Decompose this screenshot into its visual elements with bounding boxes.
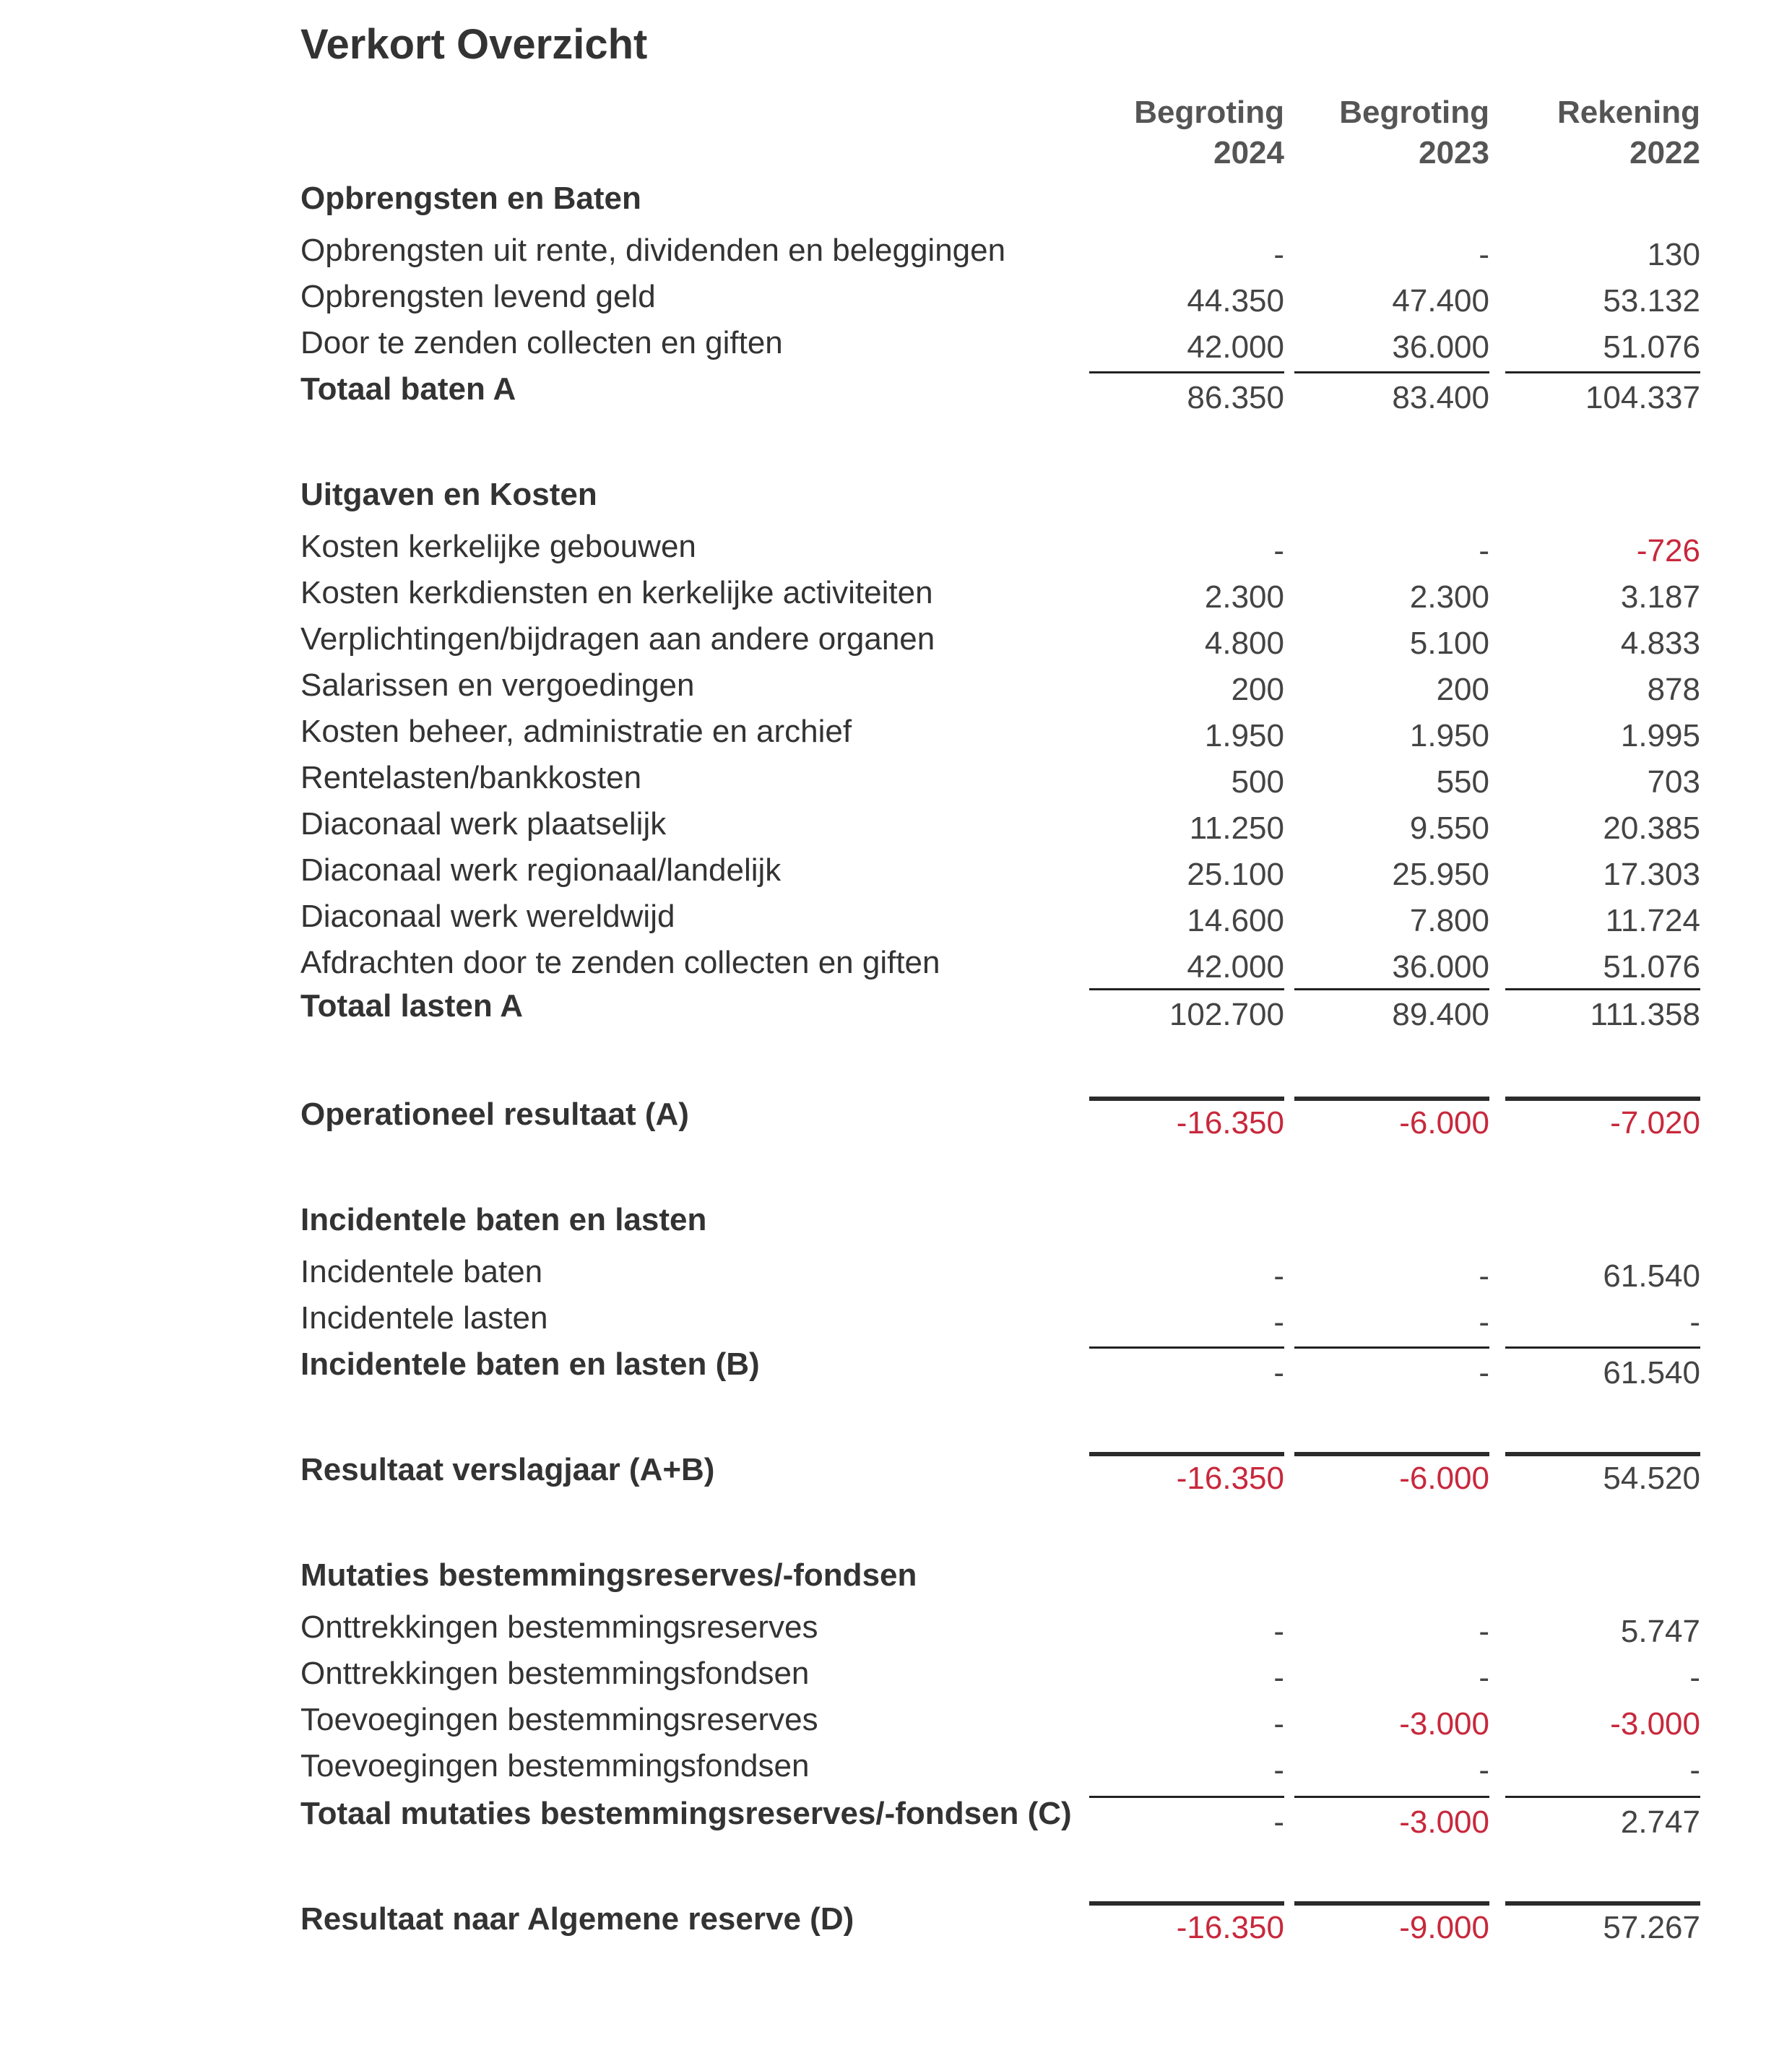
table-row-label: Rentelasten/bankkosten (300, 760, 642, 795)
total-rule (1505, 1796, 1700, 1798)
table-row-value: 200 (1231, 672, 1284, 707)
column-header-begroting-2024 (1089, 92, 1284, 173)
table-row-value: 42.000 (1187, 329, 1284, 365)
result-row-value: -6.000 (1399, 1461, 1489, 1496)
total-rule (1294, 371, 1489, 373)
table-row-value: 51.076 (1603, 329, 1700, 365)
column-header-line2: 2024 (1213, 135, 1284, 170)
table-row-value: - (1273, 1660, 1284, 1695)
total-row-value: - (1479, 1355, 1489, 1391)
table-row-value: - (1479, 533, 1489, 568)
result-row-value: -6.000 (1399, 1105, 1489, 1141)
table-row-value: 200 (1436, 672, 1489, 707)
table-row-value: -726 (1636, 533, 1700, 568)
result-row-value: -16.350 (1176, 1105, 1284, 1141)
table-row-value: 14.600 (1187, 903, 1284, 938)
total-row-value: 83.400 (1392, 380, 1489, 415)
table-row-value: 9.550 (1409, 810, 1489, 846)
total-rule (1505, 988, 1700, 990)
total-row-label: Totaal mutaties bestemmingsreserves/-fondsen (C) (300, 1796, 1072, 1831)
table-row-value: 878 (1647, 672, 1700, 707)
table-row-value: 42.000 (1187, 949, 1284, 985)
column-header-line1: Begroting (1134, 95, 1284, 130)
table-row-value: 11.250 (1189, 810, 1284, 846)
total-row-value: 61.540 (1603, 1355, 1700, 1391)
column-header-line1: Begroting (1339, 95, 1489, 130)
table-row-value: 550 (1436, 764, 1489, 800)
table-row-value: 20.385 (1603, 810, 1700, 846)
column-header-line2: 2023 (1419, 135, 1489, 170)
result-row-label: Resultaat verslagjaar (A+B) (300, 1452, 715, 1487)
table-row-label: Diaconaal werk wereldwijd (300, 899, 675, 934)
table-row-label: Onttrekkingen bestemmingsreserves (300, 1609, 818, 1645)
table-row-value: 44.350 (1187, 283, 1284, 319)
table-row-label: Kosten kerkelijke gebouwen (300, 529, 696, 564)
table-row-value: 11.724 (1605, 903, 1700, 938)
table-row-value: - (1689, 1660, 1700, 1695)
table-row-value: - (1273, 237, 1284, 272)
table-row-label: Onttrekkingen bestemmingsfondsen (300, 1656, 810, 1691)
table-row-value: 4.800 (1204, 626, 1284, 661)
table-row-label: Diaconaal werk plaatselijk (300, 806, 667, 842)
result-row-value: -16.350 (1176, 1910, 1284, 1945)
result-row-value: -16.350 (1176, 1461, 1284, 1496)
table-row-value: 5.747 (1620, 1614, 1700, 1649)
total-rule (1294, 988, 1489, 990)
table-row-value: - (1479, 1305, 1489, 1340)
double-total-rule (1505, 1097, 1700, 1101)
total-row-value: 104.337 (1585, 380, 1700, 415)
double-total-rule (1294, 1901, 1489, 1906)
table-row-label: Verplichtingen/bijdragen aan andere organen (300, 621, 935, 657)
column-header-line2: 2022 (1629, 135, 1700, 170)
double-total-rule (1505, 1901, 1700, 1906)
table-row-value: - (1273, 1305, 1284, 1340)
total-row-value: 86.350 (1187, 380, 1284, 415)
table-row-label: Door te zenden collecten en giften (300, 325, 783, 360)
total-rule (1089, 1346, 1284, 1349)
total-row-value: 111.358 (1590, 997, 1700, 1032)
section-heading: Incidentele baten en lasten (300, 1202, 707, 1237)
table-row-value: 1.950 (1409, 718, 1489, 753)
result-row-value: -9.000 (1399, 1910, 1489, 1945)
page-title: Verkort Overzicht (300, 21, 648, 68)
table-row-label: Opbrengsten levend geld (300, 279, 656, 314)
total-row-value: 102.700 (1169, 997, 1284, 1032)
table-row-label: Afdrachten door te zenden collecten en giften (300, 945, 940, 980)
table-row-value: - (1273, 1752, 1284, 1788)
double-total-rule (1089, 1901, 1284, 1906)
table-row-label: Opbrengsten uit rente, dividenden en beleggingen (300, 233, 1006, 268)
double-total-rule (1089, 1452, 1284, 1456)
result-row-value: 57.267 (1603, 1910, 1700, 1945)
total-row-label: Totaal baten A (300, 371, 516, 407)
double-total-rule (1294, 1097, 1489, 1101)
table-row-value: 3.187 (1620, 579, 1700, 615)
double-total-rule (1294, 1452, 1489, 1456)
table-row-value: 5.100 (1409, 626, 1489, 661)
total-row-label: Incidentele baten en lasten (B) (300, 1346, 760, 1382)
table-row-value: 17.303 (1603, 857, 1700, 892)
table-row-value: 1.950 (1204, 718, 1284, 753)
table-row-value: 1.995 (1620, 718, 1700, 753)
total-row-value: 2.747 (1620, 1804, 1700, 1840)
section-heading: Mutaties bestemmingsreserves/-fondsen (300, 1557, 917, 1593)
table-row-label: Incidentele lasten (300, 1300, 548, 1336)
total-rule (1294, 1346, 1489, 1349)
double-total-rule (1505, 1452, 1700, 1456)
table-row-label: Salarissen en vergoedingen (300, 667, 695, 703)
table-row-label: Toevoegingen bestemmingsfondsen (300, 1748, 810, 1784)
table-row-value: 130 (1647, 237, 1700, 272)
table-row-label: Diaconaal werk regionaal/landelijk (300, 852, 782, 888)
table-row-value: - (1479, 237, 1489, 272)
table-row-value: -3.000 (1399, 1706, 1489, 1742)
total-row-value: - (1273, 1804, 1284, 1840)
table-row-value: 61.540 (1603, 1258, 1700, 1294)
total-rule (1089, 1796, 1284, 1798)
result-row-value: -7.020 (1610, 1105, 1700, 1141)
total-row-value: 89.400 (1392, 997, 1489, 1032)
table-row-value: 500 (1231, 764, 1284, 800)
table-row-value: 51.076 (1603, 949, 1700, 985)
total-rule (1505, 1346, 1700, 1349)
total-rule (1294, 1796, 1489, 1798)
table-row-label: Kosten kerkdiensten en kerkelijke activiteiten (300, 575, 933, 610)
table-row-value: - (1479, 1614, 1489, 1649)
column-header-line1: Rekening (1557, 95, 1700, 130)
table-row-value: 7.800 (1409, 903, 1489, 938)
table-row-value: 53.132 (1603, 283, 1700, 319)
total-rule (1089, 988, 1284, 990)
table-row-value: 4.833 (1620, 626, 1700, 661)
total-rule (1505, 371, 1700, 373)
table-row-value: 47.400 (1392, 283, 1489, 319)
table-row-value: - (1479, 1258, 1489, 1294)
table-row-value: - (1273, 1706, 1284, 1742)
section-heading: Opbrengsten en Baten (300, 181, 641, 216)
table-row-value: -3.000 (1610, 1706, 1700, 1742)
total-row-value: -3.000 (1399, 1804, 1489, 1840)
table-row-label: Incidentele baten (300, 1254, 543, 1289)
table-row-value: 2.300 (1409, 579, 1489, 615)
table-row-value: 2.300 (1204, 579, 1284, 615)
table-row-value: 25.950 (1392, 857, 1489, 892)
total-rule (1089, 371, 1284, 373)
table-row-value: - (1479, 1660, 1489, 1695)
total-row-value: - (1273, 1355, 1284, 1391)
column-header-rekening-2022 (1505, 92, 1700, 173)
table-row-value: 25.100 (1187, 857, 1284, 892)
result-row-value: 54.520 (1603, 1461, 1700, 1496)
table-row-label: Toevoegingen bestemmingsreserves (300, 1702, 818, 1737)
section-heading: Uitgaven en Kosten (300, 477, 597, 512)
double-total-rule (1089, 1097, 1284, 1101)
table-row-value: - (1273, 533, 1284, 568)
column-header-begroting-2023 (1294, 92, 1489, 173)
table-row-value: - (1479, 1752, 1489, 1788)
total-row-label: Totaal lasten A (300, 988, 524, 1024)
table-row-value: 36.000 (1392, 329, 1489, 365)
table-row-value: - (1273, 1258, 1284, 1294)
table-row-label: Kosten beheer, administratie en archief (300, 714, 852, 749)
table-row-value: - (1689, 1305, 1700, 1340)
result-row-label: Resultaat naar Algemene reserve (D) (300, 1901, 854, 1937)
table-row-value: - (1273, 1614, 1284, 1649)
table-row-value: - (1689, 1752, 1700, 1788)
table-row-value: 36.000 (1392, 949, 1489, 985)
result-row-label: Operationeel resultaat (A) (300, 1097, 689, 1132)
table-row-value: 703 (1647, 764, 1700, 800)
